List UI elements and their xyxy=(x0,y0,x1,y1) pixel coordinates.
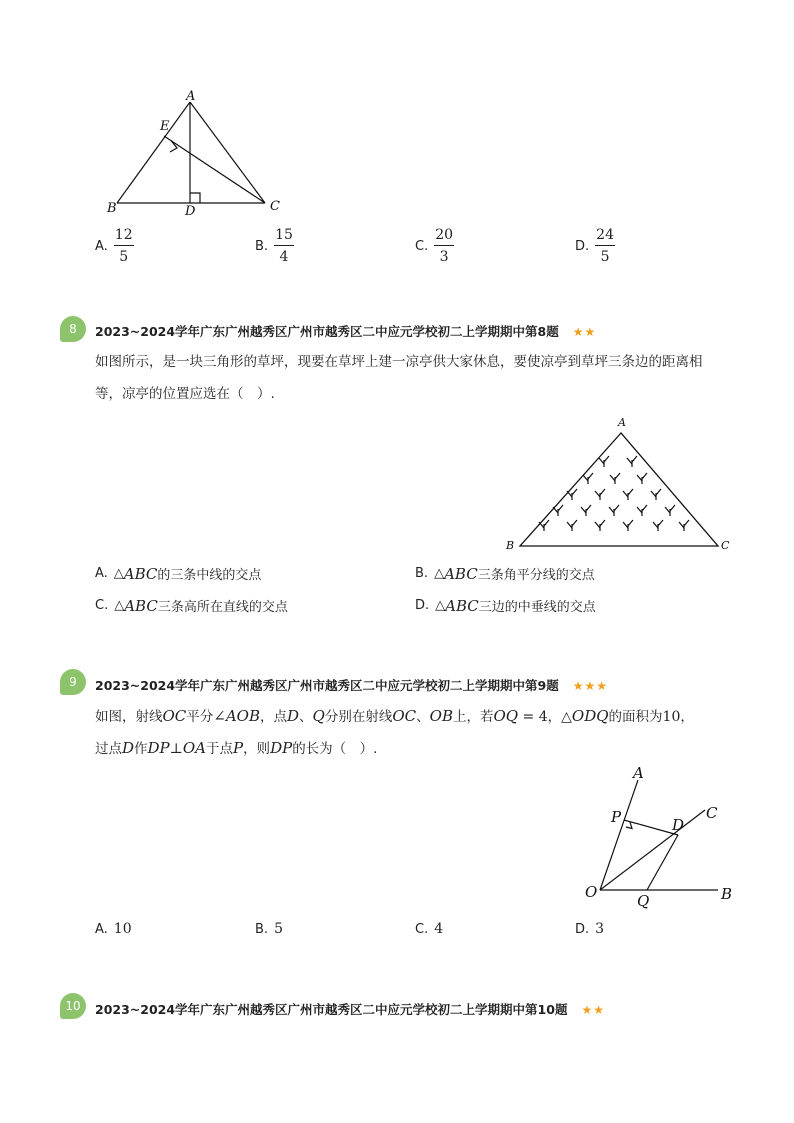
denominator: 4 xyxy=(279,249,289,265)
q8-option-d[interactable] xyxy=(415,596,596,615)
text-segment: 过点 xyxy=(95,741,122,757)
q7-option-c[interactable] xyxy=(415,228,454,264)
math-symbol: D xyxy=(287,707,300,725)
math-symbol: OQ xyxy=(493,707,519,725)
difficulty-stars: ★★ xyxy=(581,1003,605,1017)
q9-label-a: A xyxy=(633,764,644,782)
q8-option-a[interactable] xyxy=(95,564,261,583)
math-symbol: ∠AOB xyxy=(213,707,261,725)
option-text: 三边的中垂线的交点 xyxy=(478,600,596,615)
q8-text-line1: 如图所示，是一块三角形的草坪，现要在草坪上建一凉亭供大家休息，要使凉亭到草坪三条边的距离相 xyxy=(95,354,703,370)
grass-tuft xyxy=(651,489,661,500)
denominator: 5 xyxy=(119,249,129,265)
math-abc: ABC xyxy=(124,596,158,615)
grass-tuft xyxy=(627,456,637,467)
numerator: 20 xyxy=(434,228,454,246)
q9-label-b: B xyxy=(721,885,733,903)
grass-tuft xyxy=(609,505,619,516)
fraction xyxy=(274,228,294,264)
option-key: B. xyxy=(255,238,269,254)
option-text: 三条高所在直线的交点 xyxy=(157,600,288,615)
q8-label-b: B xyxy=(506,539,515,552)
numerator: 24 xyxy=(595,228,615,246)
option-key: C. xyxy=(415,921,429,937)
grass-tuft xyxy=(623,489,633,500)
text-segment: ，点 xyxy=(260,709,288,725)
triangle-symbol: △ xyxy=(435,598,446,613)
q7-label-a: A xyxy=(186,89,196,104)
q7-option-d[interactable] xyxy=(575,228,615,264)
text-segment: ， xyxy=(680,709,694,725)
grass-tuft xyxy=(623,520,633,531)
option-value: 3 xyxy=(595,921,605,937)
denominator: 5 xyxy=(600,249,610,265)
q7-option-a[interactable] xyxy=(95,228,134,264)
math-symbol: P xyxy=(232,739,244,757)
option-key: A. xyxy=(95,566,108,581)
grass-tuft xyxy=(665,505,675,516)
numerator: 15 xyxy=(274,228,294,246)
math-symbol: Q xyxy=(312,707,325,725)
math-symbol: OB xyxy=(429,707,453,725)
q9-option-b[interactable] xyxy=(255,921,283,937)
text-segment: 的长为（ ）. xyxy=(292,741,378,757)
q7-label-d: D xyxy=(185,204,196,219)
math-symbol: △ xyxy=(561,709,572,725)
q8-label-a: A xyxy=(618,416,626,429)
question-number-badge: 10 xyxy=(60,993,86,1019)
grass-tuft xyxy=(539,520,549,531)
option-key: D. xyxy=(415,598,430,613)
text-segment: 平分 xyxy=(186,709,214,725)
math-symbol: OA xyxy=(182,739,206,757)
grass-tuft xyxy=(599,456,609,467)
q8-option-b[interactable] xyxy=(415,564,595,583)
math-symbol: ⊥ xyxy=(169,741,183,757)
q8-lawn-figure xyxy=(500,412,740,554)
grass-tuft xyxy=(610,473,620,484)
question-number-badge: 9 xyxy=(60,669,86,695)
denominator: 3 xyxy=(439,249,449,265)
q8-text-line2: 等，凉亭的位置应选在（ ）. xyxy=(95,386,275,402)
option-key: D. xyxy=(575,238,590,254)
q9-title-row xyxy=(95,676,608,694)
grass-tuft xyxy=(637,505,647,516)
text-segment: 如图，射线 xyxy=(95,709,163,725)
q9-text-line2 xyxy=(95,738,377,759)
fraction xyxy=(434,228,454,264)
q8-title-row xyxy=(95,322,596,340)
question-number-badge: 8 xyxy=(60,316,86,342)
option-text: 的三条中线的交点 xyxy=(157,568,262,583)
triangle-symbol: △ xyxy=(114,598,125,613)
option-value: 4 xyxy=(434,921,444,937)
fraction xyxy=(595,228,615,264)
grass-tuft xyxy=(567,520,577,531)
q10-title: 2023~2024学年广东广州越秀区广州市越秀区二中应元学校初二上学期期中第10题 xyxy=(95,1002,568,1017)
q8-title: 2023~2024学年广东广州越秀区广州市越秀区二中应元学校初二上学期期中第8题 xyxy=(95,324,559,339)
text-segment: ，则 xyxy=(243,741,271,757)
math-symbol: OC xyxy=(162,707,187,725)
math-abc: ABC xyxy=(123,564,158,583)
text-segment: 、 xyxy=(299,709,313,725)
difficulty-stars: ★★★ xyxy=(572,679,609,693)
grass-tuft xyxy=(653,520,663,531)
math-symbol: D xyxy=(122,739,135,757)
option-text: 三条角平分线的交点 xyxy=(477,568,595,583)
math-abc: ABC xyxy=(444,564,478,583)
grass-tuft xyxy=(637,473,647,484)
difficulty-stars: ★★ xyxy=(572,325,597,339)
grass-tuft xyxy=(679,520,689,531)
math-symbol: DP xyxy=(147,739,170,757)
q7-triangle-figure xyxy=(100,85,290,220)
math-symbol: = 4 xyxy=(518,709,548,725)
math-symbol: OC xyxy=(392,707,417,725)
q7-label-b: B xyxy=(107,201,117,216)
q9-angle-figure xyxy=(575,760,750,910)
q10-title-row xyxy=(95,1000,605,1018)
text-segment: 、 xyxy=(416,709,430,725)
q9-label-o: O xyxy=(585,883,598,901)
text-segment: 的面积为 xyxy=(608,709,663,725)
numerator: 12 xyxy=(114,228,134,246)
option-value: 10 xyxy=(113,921,132,937)
q7-label-e: E xyxy=(160,119,170,134)
grass-tuft xyxy=(595,489,605,500)
q7-label-c: C xyxy=(270,199,280,214)
q9-label-c: C xyxy=(706,804,718,822)
text-segment: ， xyxy=(547,709,562,725)
option-value: 5 xyxy=(274,921,283,937)
option-key: B. xyxy=(255,921,269,937)
triangle-symbol: △ xyxy=(113,566,124,581)
option-key: A. xyxy=(95,921,108,937)
fraction xyxy=(114,228,134,264)
q9-label-p: P xyxy=(611,808,622,826)
option-key: C. xyxy=(415,238,429,254)
q9-option-d[interactable] xyxy=(575,921,604,937)
option-key: B. xyxy=(415,566,429,581)
q9-label-d: D xyxy=(672,816,685,834)
text-segment: 作 xyxy=(134,741,148,757)
grass-tuft xyxy=(567,489,577,500)
q9-option-a[interactable] xyxy=(95,921,132,937)
math-symbol: DP xyxy=(270,739,293,757)
grass-tuft xyxy=(595,520,605,531)
math-symbol: 10 xyxy=(662,709,681,725)
q8-option-c[interactable] xyxy=(95,596,288,615)
option-key: A. xyxy=(95,238,108,254)
text-segment: 上，若 xyxy=(452,709,494,725)
text-segment: 分别在射线 xyxy=(324,709,393,725)
q9-text-line1 xyxy=(95,706,694,727)
option-key: C. xyxy=(95,598,109,613)
grass-tuft xyxy=(581,505,591,516)
grass-tufts xyxy=(539,456,689,531)
q9-title: 2023~2024学年广东广州越秀区广州市越秀区二中应元学校初二上学期期中第9题 xyxy=(95,678,559,693)
option-key: D. xyxy=(575,921,590,937)
triangle-symbol: △ xyxy=(434,566,445,581)
math-symbol: ODQ xyxy=(571,707,609,725)
text-segment: 于点 xyxy=(205,741,233,757)
q9-option-c[interactable] xyxy=(415,921,443,937)
q9-label-q: Q xyxy=(637,892,650,910)
math-abc: ABC xyxy=(445,596,479,615)
q7-option-b[interactable] xyxy=(255,228,294,264)
q8-label-c: C xyxy=(721,539,730,552)
